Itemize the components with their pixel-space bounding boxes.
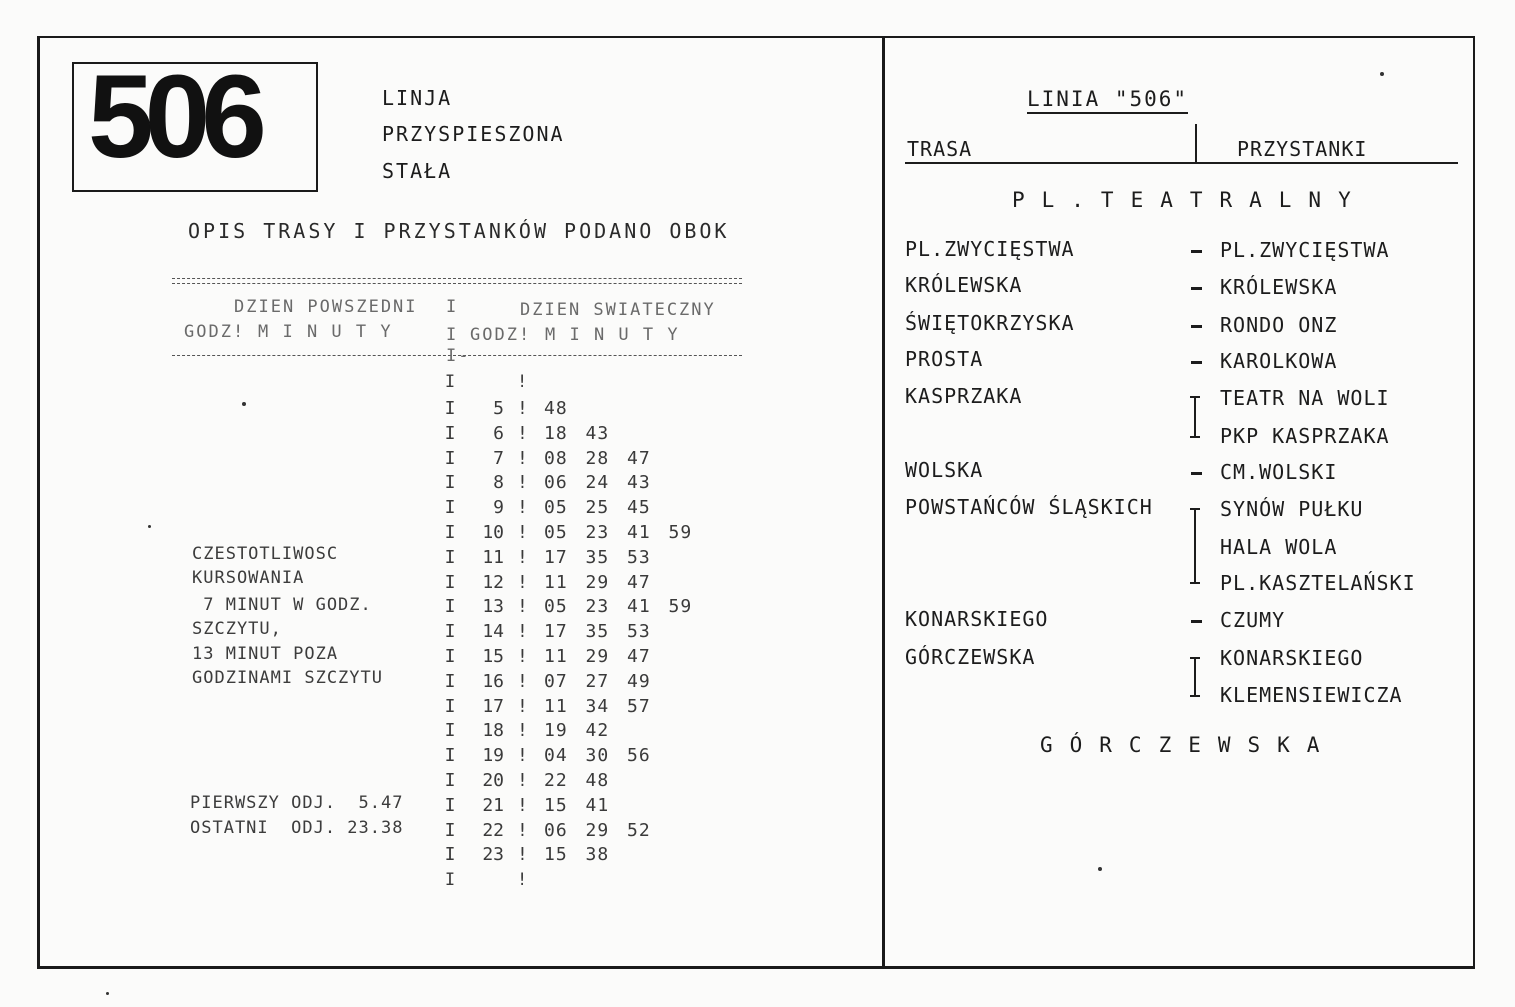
street: WOLSKA [905,458,984,482]
timetable-bang: ! [517,819,528,841]
frequency-note-line: 13 MINUT POZA [192,644,339,664]
stop-dash [1191,361,1202,364]
departure-hour: 18 [482,720,504,742]
departure-hour: 21 [482,794,504,816]
departure-minutes: 08 28 47 [544,447,651,469]
street: KRÓLEWSKA [905,273,1023,297]
table-row [440,696,740,720]
timetable-sep: I [444,447,456,469]
dash-rule [172,278,742,279]
frequency-note-line: GODZINAMI SZCZYTU [192,668,383,688]
departure-minutes: 19 42 [544,720,610,742]
stop: KRÓLEWSKA [1220,275,1338,299]
timetable-bang: ! [517,794,528,816]
departure-hour: 23 [482,844,504,866]
timetable-bang: ! [517,447,528,469]
departure-hour: 8 [493,472,504,494]
departure-hour: 6 [493,422,504,444]
stop: RONDO ONZ [1220,313,1338,337]
timetable-bang: ! [517,720,528,742]
first-departure: PIERWSZY ODJ. 5.47 [190,793,404,813]
street: GÓRCZEWSKA [905,645,1036,669]
departure-hour: 9 [493,497,504,519]
frequency-note-line: CZESTOTLIWOSC [192,544,339,564]
departure-minutes: 17 35 53 [544,621,651,643]
stop-group-bracket [1194,508,1196,584]
timetable-sep: I [444,720,456,742]
stop: KLEMENSIEWICZA [1220,683,1403,707]
end-terminal: GÓRCZEWSKA [1040,733,1337,757]
frequency-note-line: SZCZYTU, [192,619,282,639]
timetable-sep: I [444,770,456,791]
ink-speck [148,525,151,528]
table-row [440,472,740,496]
stop-dash [1191,620,1202,623]
route-description: OPIS TRASY I PRZYSTANKÓW PODANO OBOK [188,219,730,243]
departure-minutes: 15 41 [544,794,610,816]
frequency-note-line: KURSOWANIA [192,568,305,588]
timetable-bang: ! [517,670,528,692]
timetable-bang: ! [517,546,528,568]
stop: PL.KASZTELAŃSKI [1220,571,1416,595]
timetable-sep: I [444,819,456,841]
table-row [440,745,740,769]
street: KASPRZAKA [905,384,1023,408]
departure-minutes: 22 48 [544,770,610,791]
stop: KONARSKIEGO [1220,646,1364,670]
timetable-bang: ! [517,745,528,767]
departure-minutes: 05 23 41 59 [544,522,693,543]
timetable-sep: I [444,745,456,767]
departure-minutes: 04 30 56 [544,745,651,767]
header-weekday: DZIEN POWSZEDNI [234,297,418,317]
line-number-box [72,62,318,192]
stops-column-header: PRZYSTANKI [1237,137,1368,161]
table-row [440,497,740,521]
table-row [440,547,740,571]
departure-hour: 12 [482,571,504,593]
timetable-sep-bottom: I [444,870,456,890]
timetable-sep: I [444,646,456,667]
street: KONARSKIEGO [905,607,1049,631]
header-minutes-holiday: M I N U T Y [545,325,680,345]
line-number: 506 [88,62,258,183]
stop: SYNÓW PUŁKU [1220,497,1364,521]
timetable-sep: I [444,794,456,816]
departure-minutes: 05 25 45 [544,497,651,519]
stop-group-bracket [1194,396,1196,438]
departure-hour: 5 [493,398,504,419]
timetable-sep: I [444,844,456,866]
stop: TEATR NA WOLI [1220,386,1390,410]
timetable-sep: I [444,472,456,494]
stop-dash [1191,287,1202,290]
departure-minutes: 18 43 [544,422,610,444]
timetable-sep: I [444,422,456,444]
header-sep: I [446,325,459,345]
timetable-sep: I [444,596,456,618]
timetable-sep: I [444,621,456,643]
dash-rule [172,283,742,284]
table-row [440,770,740,794]
header-hour-weekday: GODZ! [184,322,246,342]
timetable-bang: ! [517,571,528,593]
ink-speck [1380,72,1384,76]
departure-minutes: 48 [544,398,568,419]
stop-dash [1191,325,1202,328]
start-terminal: PL.TEATRALNY [1012,188,1368,212]
timetable-bang: ! [517,398,528,419]
timetable-bang: ! [517,844,528,866]
header-sep: I [446,297,459,317]
stop-dash [1191,250,1202,253]
timetable-bang: ! [517,522,528,543]
departure-minutes: 11 34 57 [544,695,651,717]
timetable-sep: I [444,695,456,717]
timetable-sep: I [444,497,456,519]
departure-minutes: 07 27 49 [544,670,651,692]
header-separator [1195,124,1197,162]
ink-speck [1098,867,1102,871]
departure-minutes: 17 35 53 [544,546,651,568]
timetable-sep: I [444,522,456,543]
street: PL.ZWYCIĘSTWA [905,237,1075,261]
stop: PL.ZWYCIĘSTWA [1220,238,1390,262]
table-row [440,596,740,620]
stop: KAROLKOWA [1220,349,1338,373]
departure-minutes: 06 24 43 [544,472,651,494]
header-hour-holiday: GODZ! [470,325,532,345]
street: POWSTAŃCÓW ŚLĄSKICH [905,495,1153,519]
timetable-bang-bottom: ! [517,870,528,890]
panel-divider [882,36,885,968]
last-departure: OSTATNI ODJ. 23.38 [190,818,404,838]
table-row [440,795,740,819]
street: ŚWIĘTOKRZYSKA [905,311,1075,335]
departure-minutes: 11 29 47 [544,571,651,593]
departure-hour: 7 [493,447,504,469]
timetable-sep: I [444,546,456,568]
timetable-bang: ! [517,472,528,494]
stop-group-bracket [1194,657,1196,697]
timetable-bang: ! [517,770,528,791]
header-rule [905,162,1458,164]
street: PROSTA [905,347,984,371]
departure-hour: 14 [482,621,504,643]
stop: PKP KASPRZAKA [1220,424,1390,448]
table-row [440,522,740,546]
header-minutes-weekday: M I N U T Y [258,322,393,342]
table-row [440,398,740,422]
ink-speck [242,402,246,406]
departure-hour: 11 [482,546,504,568]
timetable-bang: ! [517,596,528,618]
departure-minutes: 05 23 41 59 [544,596,693,618]
header-sep-dash: I- [446,346,471,366]
table-row [440,671,740,695]
timetable-bang: ! [517,422,528,444]
line-type-3: STAŁA [382,159,453,183]
departure-hour: 13 [482,596,504,618]
route-title: LINIA "506" [1027,87,1188,114]
table-row [440,844,740,868]
departure-minutes: 06 29 52 [544,819,651,841]
table-row [440,646,740,670]
table-row [440,572,740,596]
departure-minutes: 15 38 [544,844,610,866]
stop: HALA WOLA [1220,535,1338,559]
departure-hour: 10 [482,522,504,543]
timetable-bang: ! [517,621,528,643]
header-holiday: DZIEN SWIATECZNY [520,300,716,320]
timetable-bang: ! [517,497,528,519]
stop-dash [1191,472,1202,475]
table-row [440,448,740,472]
departure-hour: 15 [482,646,504,667]
table-row [440,820,740,844]
line-type-2: PRZYSPIESZONA [382,122,565,146]
departure-minutes: 11 29 47 [544,646,651,667]
stop: CM.WOLSKI [1220,460,1338,484]
timetable-sep: I [444,571,456,593]
route-column-header: TRASA [907,137,973,161]
timetable-sep-top: I [444,372,456,392]
line-type-1: LINJA [382,86,453,110]
timetable-bang: ! [517,646,528,667]
table-row [440,621,740,645]
departure-hour: 20 [482,770,504,791]
departure-hour: 22 [482,819,504,841]
table-row [440,423,740,447]
timetable-bang-top: ! [517,372,528,392]
timetable-sep: I [444,670,456,692]
timetable-bang: ! [517,695,528,717]
stop: CZUMY [1220,608,1286,632]
timetable-sep: I [444,398,456,419]
frequency-note-line: 7 MINUT W GODZ. [192,595,372,615]
ink-speck [106,992,109,995]
table-row [440,720,740,744]
departure-hour: 16 [482,670,504,692]
departure-hour: 19 [482,745,504,767]
departure-hour: 17 [482,695,504,717]
